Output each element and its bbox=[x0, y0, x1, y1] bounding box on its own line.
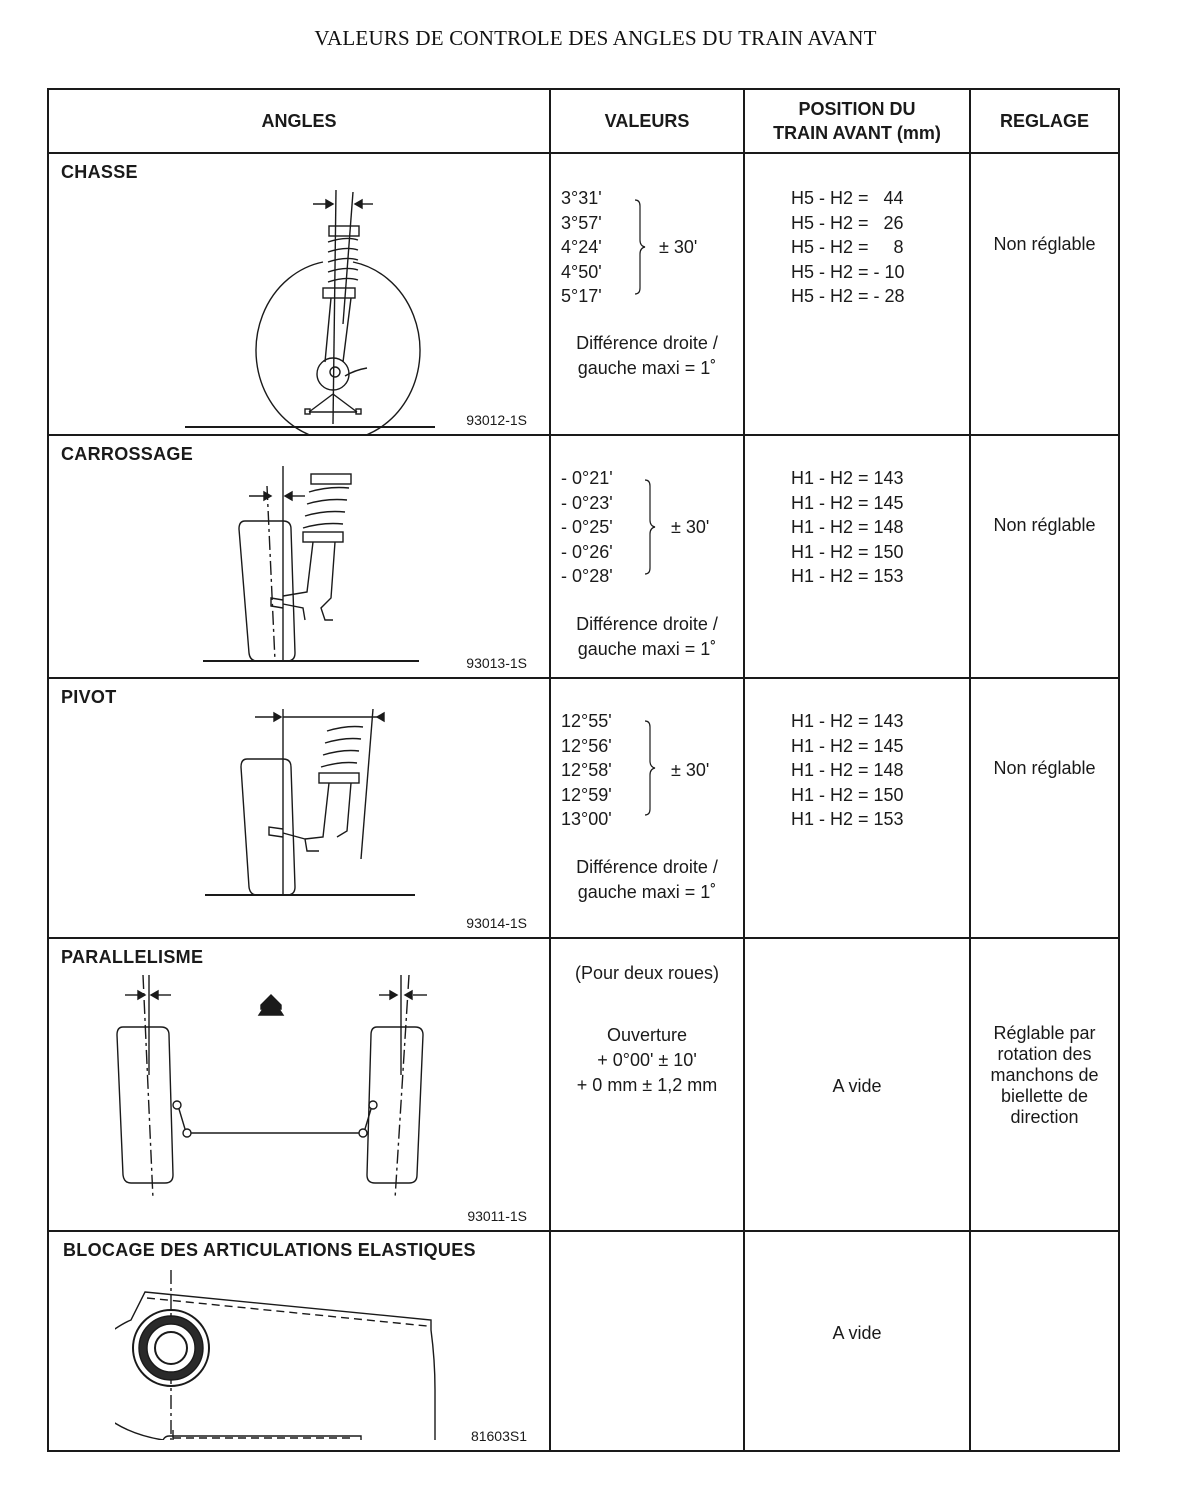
reglage-value bbox=[971, 1023, 1118, 1128]
values-line: Ouverture bbox=[606, 1025, 688, 1045]
values-list bbox=[561, 466, 613, 589]
position-cell-chasse bbox=[744, 153, 970, 435]
header-position bbox=[744, 89, 970, 153]
value-item: - 0°21' bbox=[561, 468, 613, 488]
reglage-cell-pivot bbox=[970, 678, 1119, 938]
value-item: 3°31' bbox=[561, 188, 602, 208]
diff-line: gauche maxi = 1˚ bbox=[577, 358, 717, 378]
position-cell-pivot bbox=[744, 678, 970, 938]
position-item: H1 - H2 = 143 bbox=[791, 468, 904, 488]
reglage-line: biellette de bbox=[1000, 1086, 1089, 1106]
table-row-carrossage bbox=[48, 435, 1119, 678]
value-item: 12°56' bbox=[561, 735, 612, 756]
angle-cell-blocage bbox=[48, 1231, 550, 1451]
header-position-line1: POSITION DU bbox=[798, 99, 916, 119]
value-item: - 0°25' bbox=[561, 517, 613, 538]
reglage-value: Non réglable bbox=[993, 234, 1096, 254]
position-item: H1 - H2 = 150 bbox=[791, 784, 904, 805]
position-item: H5 - H2 = 8 bbox=[791, 237, 904, 258]
left-right-difference bbox=[551, 331, 743, 381]
camber-angle-diagram-icon bbox=[199, 466, 419, 676]
tolerance: ± 30' bbox=[671, 517, 710, 537]
table-row-parallelisme bbox=[48, 938, 1119, 1231]
caster-angle-diagram-icon bbox=[183, 184, 443, 434]
value-item: 4°50' bbox=[561, 261, 602, 282]
values-list bbox=[561, 186, 602, 309]
reglage-value: Non réglable bbox=[993, 515, 1096, 535]
table-row-pivot bbox=[48, 678, 1119, 938]
position-item: H1 - H2 = 148 bbox=[791, 517, 904, 538]
position-item: H1 - H2 = 150 bbox=[791, 541, 904, 562]
diff-line: gauche maxi = 1˚ bbox=[577, 882, 717, 902]
row-label: PARALLELISME bbox=[61, 947, 204, 967]
positions-list bbox=[791, 186, 905, 309]
position-cell-blocage bbox=[744, 1231, 970, 1451]
page-title: VALEURS DE CONTROLE DES ANGLES DU TRAIN AVANT bbox=[314, 26, 877, 50]
row-label: CARROSSAGE bbox=[61, 444, 194, 464]
front-axle-angles-table bbox=[47, 88, 1120, 1452]
value-item: 3°57' bbox=[561, 212, 602, 233]
values-cell-chasse bbox=[550, 153, 744, 435]
values-cell-blocage bbox=[550, 1231, 744, 1451]
position-item: H1 - H2 = 143 bbox=[791, 711, 904, 731]
value-item: 4°24' bbox=[561, 237, 602, 258]
values-line: + 0°00' ± 10' bbox=[597, 1050, 697, 1070]
position-cell-parallelisme bbox=[744, 938, 970, 1231]
value-item: 12°58' bbox=[561, 760, 612, 781]
header-valeurs: VALEURS bbox=[550, 89, 744, 153]
reglage-cell-carrossage bbox=[970, 435, 1119, 678]
values-list bbox=[561, 709, 612, 832]
values-cell-carrossage bbox=[550, 435, 744, 678]
position-item: H1 - H2 = 148 bbox=[791, 760, 904, 781]
angle-cell-carrossage bbox=[48, 435, 550, 678]
position-item: H5 - H2 = - 28 bbox=[791, 286, 905, 307]
row-label: BLOCAGE DES ARTICULATIONS ELASTIQUES bbox=[63, 1240, 476, 1260]
reglage-line: manchons de bbox=[990, 1065, 1099, 1085]
row-label: CHASSE bbox=[61, 162, 138, 182]
diff-line: Différence droite / bbox=[576, 614, 718, 634]
position-item: H1 - H2 = 145 bbox=[791, 492, 904, 513]
diff-line: gauche maxi = 1˚ bbox=[577, 639, 717, 659]
table-header-row bbox=[48, 89, 1119, 153]
position-item: H1 - H2 = 145 bbox=[791, 735, 904, 756]
values-line: + 0 mm ± 1,2 mm bbox=[576, 1075, 718, 1095]
position-value: A vide bbox=[832, 1323, 882, 1343]
value-item: 12°59' bbox=[561, 784, 612, 805]
figure-code: 93013-1S bbox=[466, 655, 527, 671]
positions-list bbox=[791, 709, 904, 832]
position-item: H5 - H2 = 26 bbox=[791, 212, 904, 233]
position-cell-carrossage bbox=[744, 435, 970, 678]
tolerance: ± 30' bbox=[671, 760, 710, 780]
header-reglage: REGLAGE bbox=[970, 89, 1119, 153]
value-item: 13°00' bbox=[561, 809, 612, 830]
value-item: 12°55' bbox=[561, 711, 612, 731]
brace-icon bbox=[643, 478, 657, 576]
value-item: - 0°23' bbox=[561, 492, 613, 513]
brace-icon bbox=[633, 198, 647, 296]
figure-code: 81603S1 bbox=[470, 1428, 527, 1444]
table-row-blocage bbox=[48, 1231, 1119, 1451]
position-item: H5 - H2 = - 10 bbox=[791, 261, 905, 282]
tolerance: ± 30' bbox=[659, 237, 698, 257]
value-item: 5°17' bbox=[561, 286, 602, 307]
value-item: - 0°26' bbox=[561, 541, 613, 562]
reglage-cell-parallelisme bbox=[970, 938, 1119, 1231]
toe-alignment-diagram-icon bbox=[113, 975, 453, 1205]
reglage-cell-chasse bbox=[970, 153, 1119, 435]
reglage-line: rotation des bbox=[997, 1044, 1092, 1064]
position-item: H1 - H2 = 153 bbox=[791, 809, 904, 830]
table-row-chasse bbox=[48, 153, 1119, 435]
reglage-cell-blocage bbox=[970, 1231, 1119, 1451]
position-value: A vide bbox=[832, 1076, 882, 1096]
left-right-difference bbox=[551, 855, 743, 905]
left-right-difference bbox=[551, 612, 743, 662]
row-label: PIVOT bbox=[61, 687, 117, 707]
figure-code: 93014-1S bbox=[466, 915, 527, 931]
position-item: H5 - H2 = 44 bbox=[791, 188, 904, 208]
angle-cell-pivot bbox=[48, 678, 550, 938]
kingpin-angle-diagram-icon bbox=[201, 709, 421, 919]
header-position-line2: TRAIN AVANT (mm) bbox=[773, 123, 941, 143]
reglage-line: Réglable par bbox=[993, 1023, 1096, 1043]
reglage-value: Non réglable bbox=[993, 758, 1096, 778]
figure-code: 93011-1S bbox=[467, 1208, 527, 1224]
brace-icon bbox=[643, 719, 657, 817]
position-item: H1 - H2 = 153 bbox=[791, 566, 904, 587]
angle-cell-parallelisme bbox=[48, 938, 550, 1231]
values-cell-parallelisme bbox=[550, 938, 744, 1231]
angle-cell-chasse bbox=[48, 153, 550, 435]
positions-list bbox=[791, 466, 904, 589]
reglage-line: direction bbox=[1010, 1107, 1079, 1127]
value-item: - 0°28' bbox=[561, 566, 613, 587]
figure-code: 93012-1S bbox=[466, 412, 527, 428]
values-note: (Pour deux roues) bbox=[574, 963, 720, 983]
header-angles: ANGLES bbox=[48, 89, 550, 153]
values-cell-pivot bbox=[550, 678, 744, 938]
elastic-bushing-arm-diagram-icon bbox=[115, 1270, 455, 1440]
diff-line: Différence droite / bbox=[576, 333, 718, 353]
diff-line: Différence droite / bbox=[576, 857, 718, 877]
